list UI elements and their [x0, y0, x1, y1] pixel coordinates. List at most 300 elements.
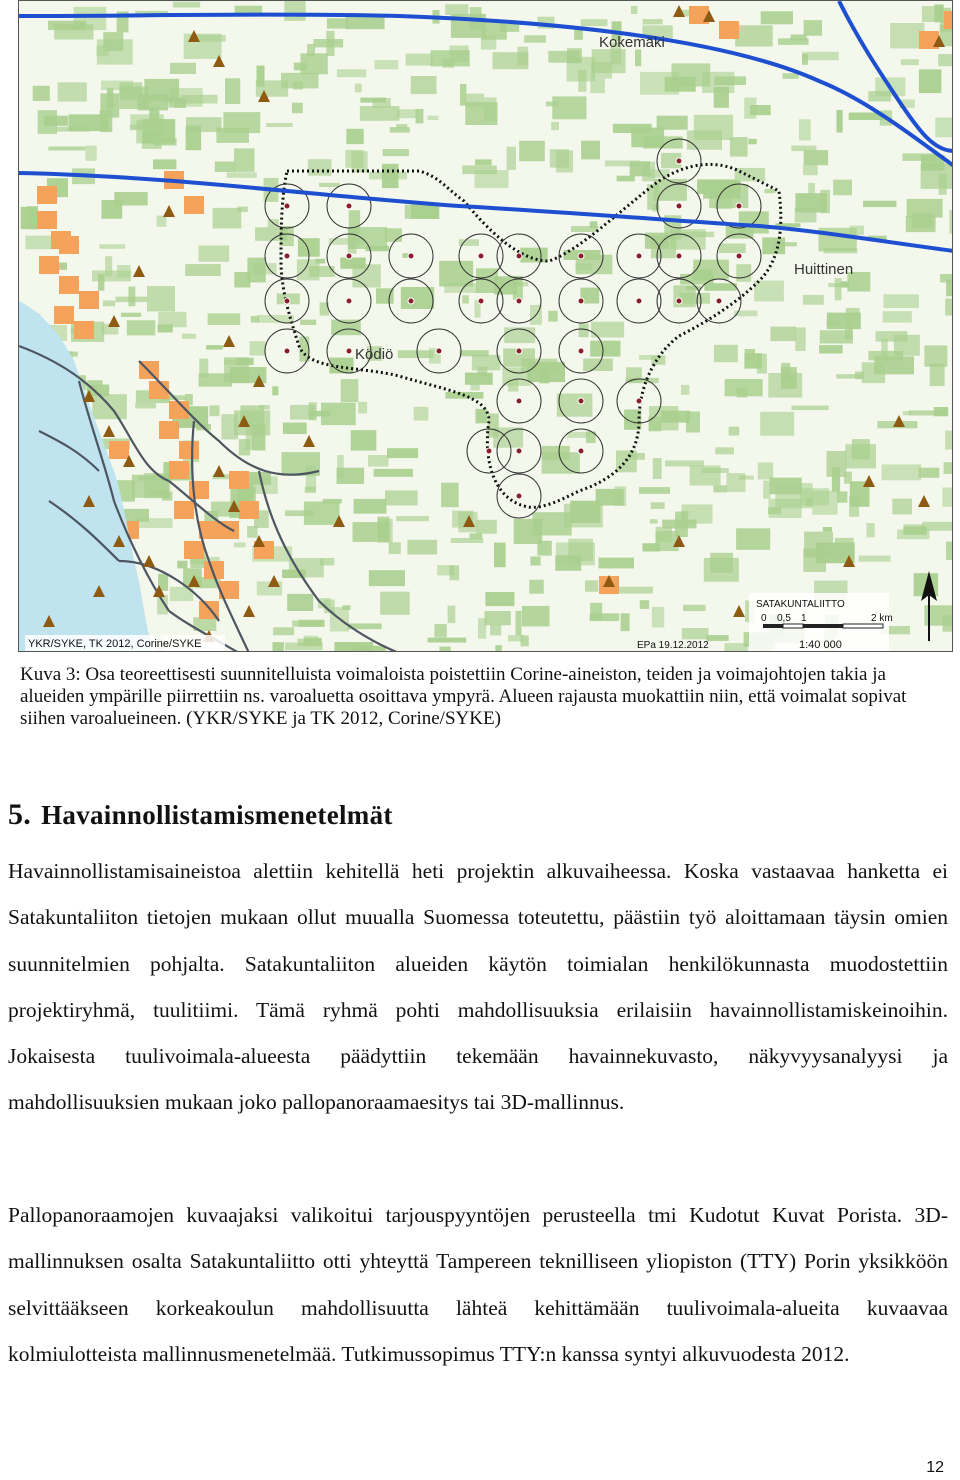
forest-patch	[406, 54, 433, 66]
forest-patch	[345, 150, 363, 168]
forest-patch	[849, 496, 859, 517]
forest-patch	[862, 362, 886, 383]
forest-patch	[314, 39, 344, 47]
forest-patch	[859, 556, 891, 562]
forest-patch	[103, 301, 115, 307]
forest-patch	[162, 97, 181, 103]
forest-patch	[284, 1, 305, 21]
forest-patch	[680, 274, 714, 285]
forest-patch	[292, 621, 324, 627]
forest-patch	[44, 116, 68, 126]
forest-patch	[682, 232, 714, 237]
forest-patch	[657, 116, 688, 130]
forest-patch	[416, 109, 424, 124]
forest-patch	[340, 258, 365, 269]
forest-patch	[341, 379, 359, 402]
forest-patch	[507, 147, 516, 170]
forest-patch	[748, 139, 756, 145]
forest-patch	[725, 643, 748, 652]
forest-patch	[504, 327, 535, 343]
forest-patch	[257, 581, 282, 595]
map-canvas	[19, 1, 953, 652]
forest-patch	[225, 78, 240, 104]
forest-patch	[938, 54, 953, 66]
forest-patch	[921, 164, 953, 189]
forest-patch	[227, 172, 257, 177]
forest-patch	[369, 570, 405, 586]
forest-patch	[478, 618, 486, 639]
forest-patch	[273, 627, 294, 635]
forest-patch	[323, 499, 342, 504]
forest-patch	[397, 109, 418, 118]
forest-patch	[411, 76, 437, 94]
forest-patch	[643, 19, 663, 24]
forest-patch	[449, 46, 468, 63]
section-number: 5.	[8, 798, 32, 831]
forest-patch	[477, 520, 497, 534]
forest-patch	[682, 628, 709, 639]
forest-patch	[651, 502, 665, 509]
forest-patch	[529, 580, 543, 594]
triangle-marker	[303, 435, 315, 447]
forest-patch	[652, 607, 664, 628]
map-label-kodio: Ködiö	[355, 346, 394, 363]
built-up-block	[944, 11, 953, 29]
forest-patch	[358, 402, 367, 414]
forest-patch	[485, 592, 514, 606]
built-up-block	[39, 256, 59, 274]
forest-patch	[551, 122, 559, 130]
forest-patch	[617, 176, 635, 182]
scale-tick-0: 0	[761, 613, 767, 624]
built-up-block	[109, 441, 129, 459]
forest-patch	[626, 367, 642, 382]
forest-patch	[714, 76, 746, 85]
forest-patch	[605, 161, 640, 167]
forest-patch	[771, 327, 796, 342]
triangle-marker	[163, 205, 175, 217]
forest-patch	[652, 204, 659, 211]
forest-patch	[389, 542, 401, 554]
forest-patch	[375, 60, 399, 69]
triangle-marker	[223, 335, 235, 347]
forest-patch	[868, 91, 891, 102]
forest-patch	[462, 295, 469, 303]
turbine-marker	[617, 279, 661, 323]
section-title: Havainnollistamismenetelmät	[41, 800, 393, 830]
forest-patch	[792, 406, 829, 411]
forest-patch	[476, 409, 488, 424]
scale-ratio: 1:40 000	[799, 639, 842, 651]
page-number: 12	[926, 1459, 944, 1476]
forest-patch	[730, 137, 748, 157]
forest-patch	[845, 325, 853, 340]
forest-patch	[768, 507, 781, 514]
forest-patch	[304, 502, 340, 525]
built-up-block	[174, 501, 194, 519]
forest-patch	[346, 16, 385, 30]
scale-tick-1: 0,5	[777, 613, 791, 624]
forest-patch	[287, 594, 313, 611]
forest-patch	[281, 73, 319, 89]
built-up-block	[229, 471, 249, 489]
forest-patch	[590, 613, 619, 621]
forest-patch	[221, 414, 238, 439]
forest-patch	[170, 63, 196, 74]
forest-patch	[494, 276, 517, 294]
forest-patch	[946, 542, 953, 560]
forest-patch	[924, 345, 947, 366]
forest-patch	[942, 488, 953, 507]
forest-patch	[599, 558, 635, 569]
triangle-marker	[863, 475, 875, 487]
forest-patch	[387, 448, 418, 458]
forest-patch	[86, 146, 97, 161]
forest-patch	[250, 341, 266, 355]
triangle-marker	[143, 555, 155, 567]
forest-patch	[518, 47, 529, 66]
forest-patch	[681, 511, 689, 516]
map-label-huittinen: Huittinen	[794, 261, 854, 278]
forest-patch	[581, 19, 608, 26]
forest-patch	[177, 561, 187, 569]
forest-patch	[672, 63, 711, 86]
forest-patch	[754, 281, 784, 302]
forest-patch	[944, 462, 953, 474]
forest-patch	[136, 120, 174, 144]
forest-patch	[514, 519, 543, 544]
built-up-block	[169, 461, 189, 479]
forest-patch	[768, 373, 802, 398]
forest-patch	[635, 50, 641, 67]
forest-patch	[472, 355, 501, 371]
forest-patch	[683, 605, 706, 611]
forest-patch	[74, 7, 107, 30]
forest-patch	[440, 647, 451, 653]
forest-patch	[99, 244, 125, 248]
forest-patch	[713, 485, 726, 492]
forest-patch	[448, 606, 456, 624]
forest-patch	[673, 285, 695, 307]
forest-patch	[919, 69, 942, 93]
forest-patch	[519, 141, 545, 161]
forest-patch	[257, 315, 294, 323]
forest-patch	[837, 492, 848, 503]
forest-patch	[283, 423, 307, 434]
forest-patch	[548, 311, 557, 322]
forest-patch	[883, 311, 912, 322]
forest-patch	[945, 431, 953, 450]
forest-patch	[208, 313, 241, 325]
triangle-marker	[213, 465, 225, 477]
forest-patch	[714, 345, 738, 362]
scale-tick-3: 2 km	[871, 613, 893, 624]
forest-patch	[490, 625, 501, 636]
forest-patch	[639, 355, 660, 360]
forest-patch	[520, 248, 547, 263]
forest-patch	[396, 124, 407, 128]
forest-patch	[726, 473, 745, 492]
forest-patch	[763, 481, 770, 499]
forest-patch	[434, 624, 446, 637]
forest-patch	[581, 141, 600, 160]
forest-patch	[360, 106, 400, 121]
forest-patch	[209, 405, 219, 416]
forest-patch	[922, 6, 942, 22]
forest-patch	[802, 52, 839, 61]
forest-patch	[234, 543, 246, 548]
forest-patch	[881, 339, 887, 360]
forest-patch	[329, 238, 365, 245]
forest-patch	[744, 353, 762, 368]
forest-patch	[729, 427, 740, 436]
turbine-marker	[327, 279, 371, 323]
forest-patch	[828, 283, 847, 287]
triangle-marker	[243, 605, 255, 617]
map-legend-box	[637, 593, 893, 652]
forest-patch	[441, 483, 459, 508]
forest-patch	[940, 274, 953, 282]
forest-patch	[353, 522, 390, 542]
forest-patch	[710, 553, 733, 573]
built-up-block	[159, 421, 179, 439]
forest-patch	[185, 264, 221, 276]
built-up-block	[59, 276, 79, 294]
forest-patch	[735, 168, 765, 181]
forest-patch	[273, 642, 284, 652]
forest-patch	[530, 557, 540, 566]
forest-patch	[369, 172, 407, 180]
forest-patch	[524, 35, 546, 42]
forest-patch	[827, 313, 861, 330]
forest-patch	[69, 114, 109, 131]
built-up-block	[79, 291, 99, 309]
forest-patch	[516, 611, 522, 635]
forest-patch	[901, 59, 919, 65]
forest-patch	[334, 642, 373, 652]
forest-patch	[157, 216, 167, 227]
forest-patch	[247, 526, 258, 538]
triangle-marker	[733, 605, 745, 617]
forest-patch	[26, 236, 52, 250]
forest-patch	[907, 199, 943, 218]
forest-patch	[182, 334, 196, 339]
map-label-kokemaki: Kokemäki	[599, 34, 665, 51]
forest-patch	[304, 636, 319, 642]
forest-patch	[694, 115, 733, 140]
forest-patch	[725, 379, 763, 396]
body-paragraph-1: Havainnollistamisaineistoa alettiin kehitellä heti projektin alkuvaiheessa. Koska vastaavaa hanketta ei Satakuntaliiton tietojen mukaan ollut muualla Suomessa toteutettu, päästiin työ aloittamaan täysin omien suunnitelmien pohjalta. Satakuntaliiton alueiden käytön toimialan henkilökunnasta muodostettiin projektiryhmä, tuulitiimi. Tämä ryhmä pohti mahdollisuuksia erilaisiin havainnollistamiskeinoihin. Jokaisesta tuulivoimala-alueesta päädyttiin tekemään havainnekuvasto, näkyvyysanalyysi ja mahdollisuuksien mukaan joko pallopanoraamaesitys tai 3D-mallinnus.	[8, 859, 948, 1115]
forest-patch	[715, 447, 734, 454]
built-up-block	[239, 501, 259, 519]
forest-patch	[58, 82, 87, 101]
forest-patch	[445, 4, 468, 15]
forest-patch	[631, 6, 638, 14]
forest-patch	[945, 299, 953, 316]
forest-patch	[736, 264, 751, 282]
section-heading	[8, 798, 393, 832]
forest-patch	[803, 165, 818, 175]
built-up-block	[37, 211, 57, 229]
forest-patch	[121, 313, 141, 317]
forest-patch	[542, 452, 580, 474]
built-up-block	[179, 441, 199, 459]
forest-patch	[92, 271, 131, 282]
forest-patch	[107, 88, 113, 108]
forest-patch	[380, 592, 410, 615]
forest-patch	[428, 116, 439, 120]
forest-patch	[327, 18, 348, 28]
built-up-block	[74, 321, 94, 339]
forest-patch	[342, 605, 350, 610]
forest-patch	[465, 373, 493, 385]
forest-patch	[471, 384, 480, 390]
forest-layer	[21, 1, 953, 652]
built-up-block	[184, 541, 204, 559]
forest-patch	[613, 124, 652, 133]
forest-patch	[398, 350, 434, 358]
forest-patch	[681, 385, 689, 395]
forest-patch	[97, 39, 133, 64]
forest-patch	[135, 403, 156, 409]
forest-patch	[760, 412, 794, 436]
forest-patch	[213, 208, 242, 229]
forest-patch	[414, 407, 429, 421]
forest-patch	[308, 159, 332, 176]
map-figure	[18, 0, 953, 652]
forest-patch	[819, 345, 843, 353]
forest-patch	[949, 210, 953, 234]
forest-patch	[837, 110, 843, 133]
forest-patch	[234, 272, 250, 288]
forest-patch	[289, 558, 324, 577]
turbine-marker	[389, 234, 433, 278]
forest-patch	[783, 73, 799, 79]
forest-patch	[495, 652, 512, 653]
body-paragraph-2: Pallopanoraamojen kuvaajaksi valikoitui tarjouspyyntöjen perusteella tmi Kudotut Kuvat Porista. 3D-mallinnuksen osalta Satakuntaliitto otti yhteyttä Tampereen teknilliseen yliopiston (TTY) Porin yksikköön selvittääkseen korkeakoulun mahdollisuutta lähteä kehittämään tuulivoimala-alueita kuvaavaa kolmiulotteista mallinnusmenetelmää. Tutkimussopimus TTY:n kanssa syntyi alkuvuodesta 2012.	[8, 1203, 948, 1366]
forest-patch	[494, 543, 506, 568]
map-org-label: SATAKUNTALIITTO	[756, 599, 845, 610]
forest-patch	[588, 651, 612, 652]
built-up-block	[184, 196, 204, 214]
forest-patch	[806, 498, 813, 506]
forest-patch	[653, 458, 662, 479]
forest-patch	[33, 86, 50, 101]
built-up-block	[59, 236, 79, 254]
forest-patch	[662, 520, 696, 529]
forest-patch	[758, 463, 773, 480]
forest-patch	[765, 189, 776, 193]
forest-patch	[833, 180, 852, 196]
triangle-marker	[268, 575, 280, 587]
scale-tick-2: 1	[801, 613, 807, 624]
forest-patch	[824, 248, 858, 253]
forest-patch	[101, 81, 133, 91]
forest-patch	[567, 48, 582, 63]
forest-patch	[521, 635, 529, 646]
forest-patch	[690, 466, 721, 486]
forest-patch	[590, 341, 620, 357]
forest-patch	[616, 450, 637, 472]
forest-patch	[186, 117, 222, 132]
forest-patch	[590, 221, 598, 228]
forest-patch	[351, 430, 377, 451]
forest-patch	[385, 228, 402, 242]
triangle-marker	[103, 425, 115, 437]
forest-patch	[272, 386, 278, 395]
forest-patch	[621, 613, 630, 631]
forest-patch	[795, 327, 806, 351]
forest-patch	[735, 25, 773, 46]
forest-patch	[795, 208, 817, 222]
forest-patch	[552, 96, 586, 119]
map-source-label: YKR/SYKE, TK 2012, Corine/SYKE	[28, 638, 202, 650]
forest-patch	[495, 645, 502, 652]
forest-patch	[750, 105, 771, 115]
forest-patch	[234, 148, 255, 171]
forest-patch	[827, 451, 847, 477]
forest-patch	[368, 455, 388, 467]
forest-patch	[803, 295, 824, 305]
forest-patch	[791, 35, 807, 41]
forest-patch	[354, 499, 387, 514]
forest-patch	[550, 149, 569, 167]
forest-patch	[616, 587, 653, 594]
forest-patch	[596, 489, 624, 506]
map-date-label: EPa 19.12.2012	[637, 640, 709, 651]
forest-patch	[882, 464, 922, 480]
forest-patch	[215, 162, 235, 173]
forest-patch	[407, 540, 437, 555]
forest-patch	[224, 357, 249, 382]
forest-patch	[836, 374, 861, 378]
forest-patch	[157, 595, 168, 614]
forest-patch	[930, 364, 945, 387]
forest-patch	[466, 94, 484, 107]
forest-patch	[27, 206, 38, 229]
forest-patch	[770, 478, 802, 495]
forest-patch	[639, 487, 670, 494]
forest-patch	[943, 615, 954, 631]
forest-patch	[206, 345, 223, 350]
forest-patch	[127, 320, 156, 335]
forest-patch	[823, 527, 832, 532]
forest-patch	[665, 461, 704, 467]
forest-patch	[266, 123, 292, 127]
forest-patch	[173, 2, 200, 8]
forest-patch	[845, 444, 876, 468]
forest-patch	[709, 184, 748, 208]
forest-patch	[337, 468, 365, 484]
forest-patch	[337, 69, 366, 77]
forest-patch	[892, 499, 912, 515]
forest-patch	[223, 112, 260, 133]
forest-patch	[909, 410, 945, 415]
forest-patch	[158, 324, 173, 332]
forest-patch	[827, 321, 841, 325]
forest-patch	[808, 183, 815, 195]
forest-patch	[153, 159, 176, 169]
forest-patch	[319, 183, 340, 187]
forest-patch	[736, 528, 770, 550]
forest-patch	[128, 287, 135, 307]
forest-patch	[866, 523, 874, 537]
forest-patch	[306, 466, 316, 492]
triangle-marker	[108, 315, 120, 327]
forest-patch	[537, 541, 551, 556]
forest-patch	[906, 216, 936, 232]
figure-caption: Kuva 3: Osa teoreettisesti suunnitelluista voimaloista poistettiin Corine-aineiston, teiden ja voimajohtojen takia ja alueiden ympärille piirrettiin ns. varoaluetta osoittava ympyrä. Alueen rajausta muokattiin niin, että voimalat sopivat siihen varoalueineen. (YKR/SYKE ja TK 2012, Corine/SYKE)	[20, 664, 907, 729]
